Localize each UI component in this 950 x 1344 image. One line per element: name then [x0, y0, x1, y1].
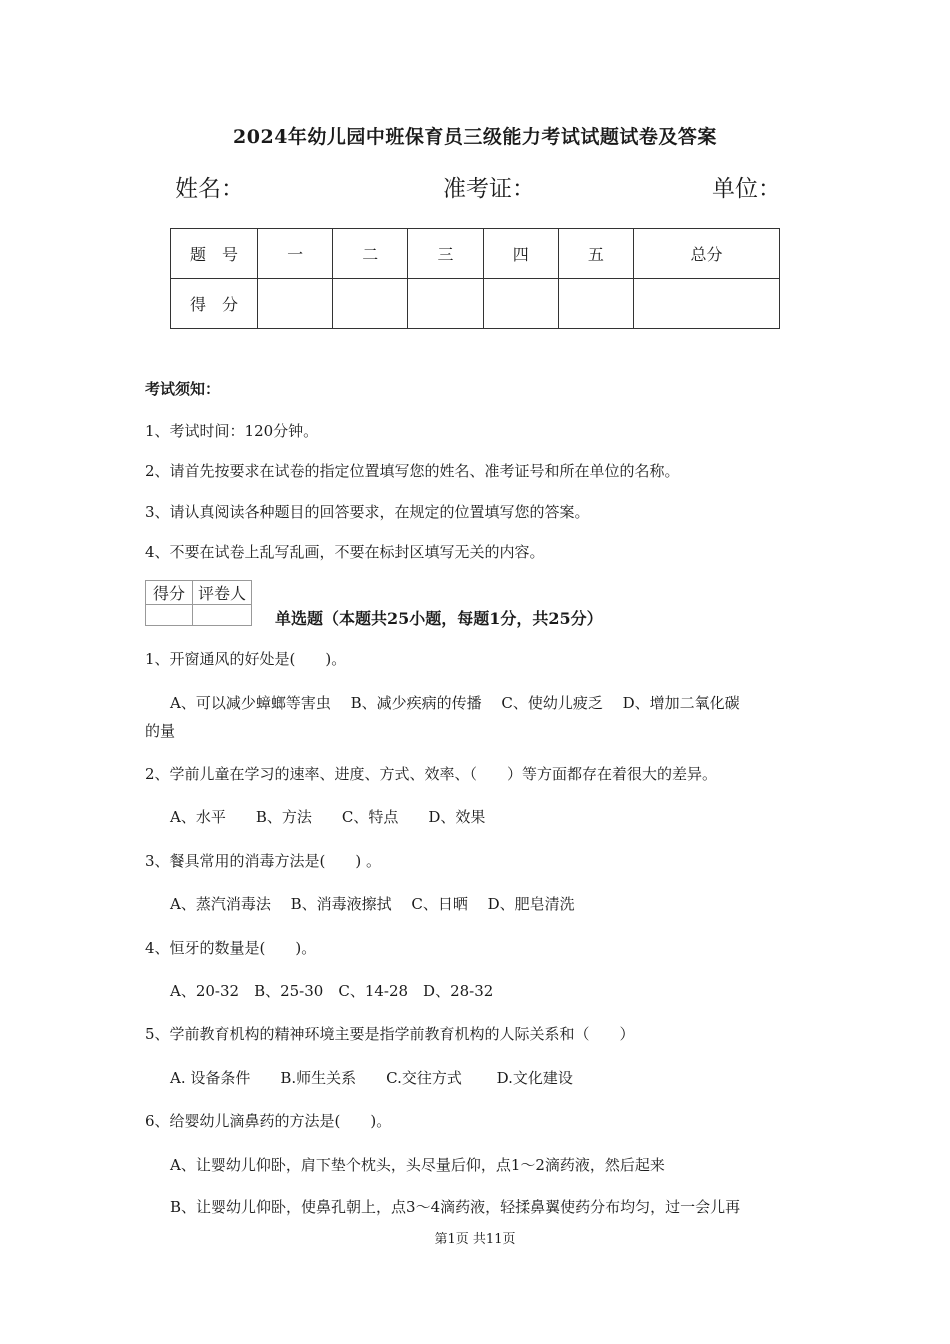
- grader-score-cell[interactable]: [146, 605, 193, 626]
- document-title: 2024年幼儿园中班保育员三级能力考试试题试卷及答案: [233, 126, 717, 148]
- score-header-cell: 四: [483, 229, 558, 279]
- question-stem: 4、恒牙的数量是( )。: [145, 939, 317, 957]
- page-footer: 第1页 共11页: [434, 1232, 516, 1247]
- exam-number-label: 准考证：: [443, 176, 535, 202]
- score-header-cell: 五: [558, 229, 633, 279]
- name-label: 姓名：: [175, 176, 244, 202]
- score-input-cell[interactable]: [483, 279, 558, 329]
- question-stem: 6、给婴幼儿滴鼻药的方法是( )。: [145, 1112, 392, 1130]
- unit-label: 单位：: [712, 176, 781, 202]
- score-input-cell[interactable]: [558, 279, 633, 329]
- question-stem: 3、餐具常用的消毒方法是( ) 。: [145, 852, 382, 870]
- score-table: [170, 228, 780, 329]
- grader-name-cell[interactable]: [193, 605, 252, 626]
- score-input-cell[interactable]: [333, 279, 408, 329]
- score-input-cell[interactable]: [408, 279, 483, 329]
- question-options: A、可以减少蟑螂等害虫 B、减少疾病的传播 C、使幼儿疲乏 D、增加二氧化碳: [170, 694, 740, 712]
- score-input-cell[interactable]: [634, 279, 780, 329]
- notice-title: 考试须知：: [145, 380, 221, 398]
- score-input-cell[interactable]: [258, 279, 333, 329]
- question-options-continued: 的量: [145, 722, 176, 740]
- question-options: A、20-32 B、25-30 C、14-28 D、28-32: [170, 982, 494, 1000]
- grader-box: [145, 580, 252, 626]
- score-header-cell: 二: [333, 229, 408, 279]
- section-title: 单选题（本题共25小题，每题1分，共25分）: [275, 609, 603, 628]
- grader-score-label: 得分: [146, 581, 193, 605]
- question-stem: 1、开窗通风的好处是( )。: [145, 650, 347, 668]
- score-row-label: 得 分: [171, 279, 258, 329]
- question-stem: 5、学前教育机构的精神环境主要是指学前教育机构的人际关系和（ ）: [145, 1025, 635, 1043]
- question-option-b: B、让婴幼儿仰卧，使鼻孔朝上，点3～4滴药液，轻揉鼻翼使药分布均匀，过一会儿再: [170, 1198, 741, 1216]
- question-options: A. 设备条件 B.师生关系 C.交往方式 D.文化建设: [170, 1069, 573, 1087]
- score-table-header-row: [171, 229, 780, 279]
- question-stem: 2、学前儿童在学习的速率、进度、方式、效率、（ ）等方面都存在着很大的差异。: [145, 765, 718, 783]
- score-header-cell: 三: [408, 229, 483, 279]
- question-options: A、蒸汽消毒法 B、消毒液擦拭 C、日晒 D、肥皂清洗: [170, 895, 575, 913]
- score-header-cell: 总分: [634, 229, 780, 279]
- question-option-a: A、让婴幼儿仰卧，肩下垫个枕头，头尽量后仰，点1～2滴药液，然后起来: [170, 1156, 665, 1174]
- grader-name-label: 评卷人: [193, 581, 252, 605]
- question-options: A、水平 B、方法 C、特点 D、效果: [170, 808, 486, 826]
- notice-item: 1、考试时间：120分钟。: [145, 422, 319, 440]
- score-header-cell: 一: [258, 229, 333, 279]
- notice-item: 4、不要在试卷上乱写乱画，不要在标封区填写无关的内容。: [145, 543, 545, 561]
- notice-item: 3、请认真阅读各种题目的回答要求，在规定的位置填写您的答案。: [145, 503, 590, 521]
- notice-item: 2、请首先按要求在试卷的指定位置填写您的姓名、准考证号和所在单位的名称。: [145, 462, 680, 480]
- score-header-cell: 题 号: [171, 229, 258, 279]
- score-table-score-row: [171, 279, 780, 329]
